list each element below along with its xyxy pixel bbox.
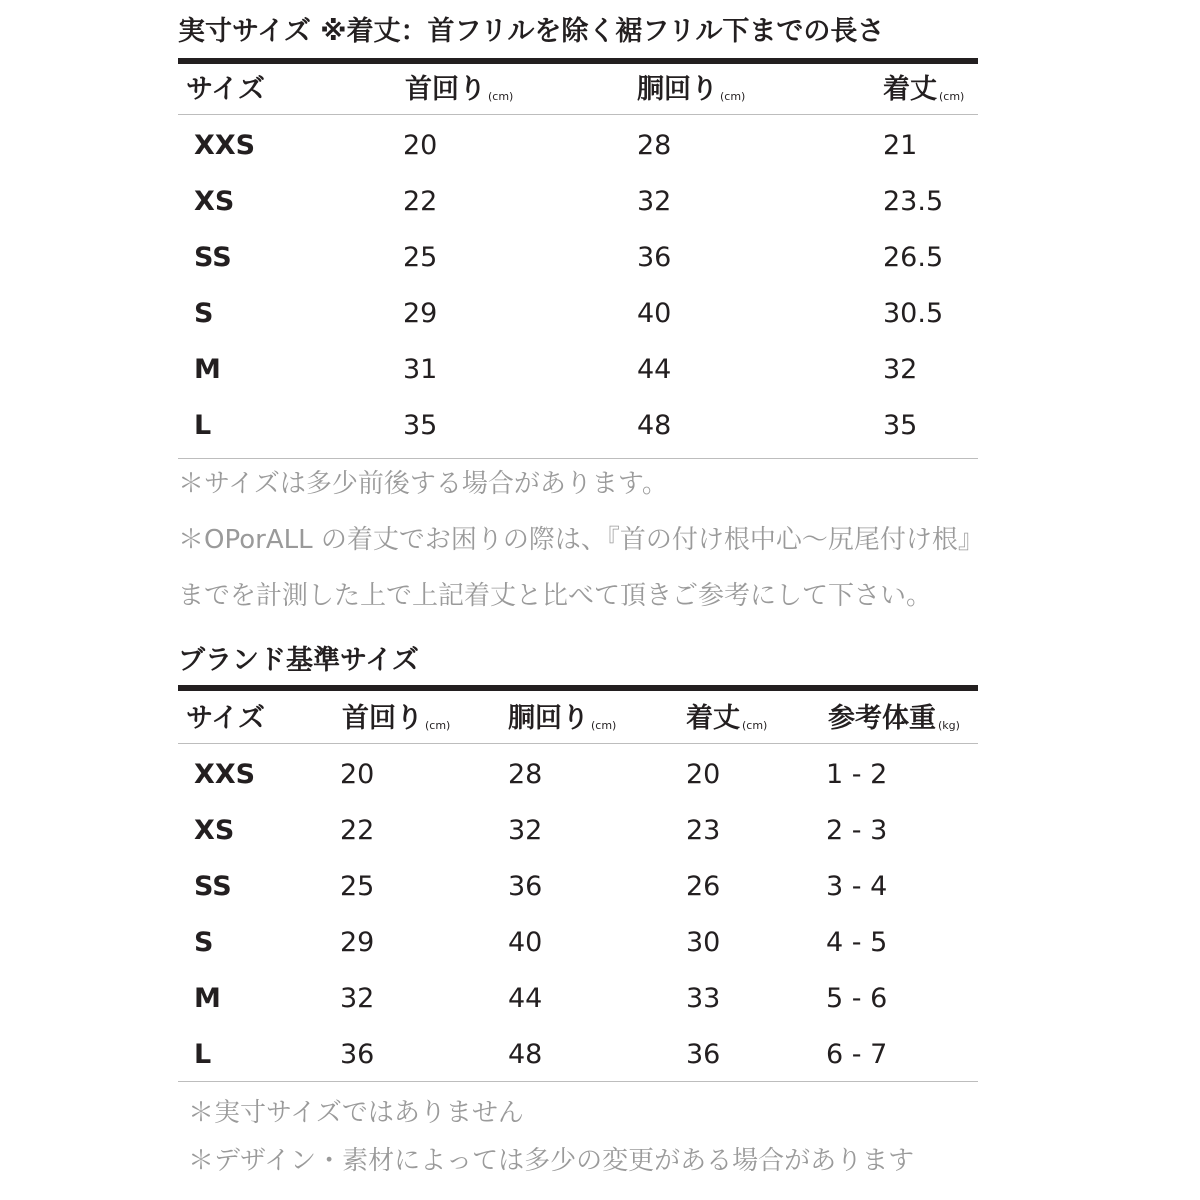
- chest-cell: 40: [637, 298, 672, 329]
- length-cell: 26: [686, 871, 721, 902]
- table-row: [178, 342, 978, 398]
- size-cell: XS: [194, 815, 235, 846]
- table-row: [178, 859, 978, 915]
- header-unit: (cm): [720, 90, 746, 103]
- length-cell: 21: [883, 130, 918, 161]
- neck-cell: 25: [340, 871, 375, 902]
- header-neck: [405, 62, 513, 118]
- length-cell: 30.5: [883, 298, 944, 329]
- size-cell: M: [194, 354, 221, 385]
- size-cell: S: [194, 298, 214, 329]
- length-cell: 26.5: [883, 242, 944, 273]
- neck-cell: 29: [340, 927, 375, 958]
- header-length: [883, 62, 964, 118]
- neck-cell: 36: [340, 1039, 375, 1070]
- length-cell: 20: [686, 759, 721, 790]
- brand-size-title: ブランド基準サイズ: [178, 645, 419, 676]
- length-cell: 23.5: [883, 186, 944, 217]
- header-label: サイズ: [186, 74, 265, 105]
- header-label: 胴回り: [637, 74, 718, 105]
- size-cell: L: [194, 410, 212, 441]
- length-cell: 33: [686, 983, 721, 1014]
- chest-cell: 40: [508, 927, 543, 958]
- chest-cell: 36: [637, 242, 672, 273]
- header-label: 着丈: [883, 74, 937, 105]
- table-row: [178, 230, 978, 286]
- note-text: ＊OPorALL の着丈でお困りの際は、『首の付け根中心～尻尾付け根』: [178, 525, 984, 555]
- chest-cell: 36: [508, 871, 543, 902]
- header-neck: [342, 691, 450, 747]
- note-text: ＊サイズは多少前後する場合があります。: [178, 469, 668, 499]
- table-row: [178, 747, 978, 803]
- chest-cell: 28: [508, 759, 543, 790]
- chest-cell: 44: [508, 983, 543, 1014]
- size-cell: L: [194, 1039, 212, 1070]
- size-cell: M: [194, 983, 221, 1014]
- chest-cell: 32: [637, 186, 672, 217]
- neck-cell: 29: [403, 298, 438, 329]
- size-cell: XXS: [194, 759, 256, 790]
- table-row: [178, 398, 978, 454]
- neck-cell: 20: [340, 759, 375, 790]
- neck-cell: 32: [340, 983, 375, 1014]
- weight-cell: 1 - 2: [826, 759, 888, 790]
- header-unit: (cm): [939, 90, 965, 103]
- weight-cell: 4 - 5: [826, 927, 888, 958]
- neck-cell: 25: [403, 242, 438, 273]
- size-cell: S: [194, 927, 214, 958]
- chest-cell: 48: [637, 410, 672, 441]
- table-header-row: [178, 691, 978, 747]
- header-unit: (cm): [742, 719, 768, 732]
- header-divider: [178, 743, 978, 744]
- header-label: 胴回り: [508, 703, 589, 734]
- neck-cell: 22: [403, 186, 438, 217]
- length-cell: 30: [686, 927, 721, 958]
- header-unit: (cm): [591, 719, 617, 732]
- chest-cell: 28: [637, 130, 672, 161]
- table-header-row: [178, 62, 978, 118]
- header-length: [686, 691, 767, 747]
- length-cell: 36: [686, 1039, 721, 1070]
- header-label: サイズ: [186, 703, 265, 734]
- length-cell: 32: [883, 354, 918, 385]
- weight-cell: 6 - 7: [826, 1039, 888, 1070]
- table-row: [178, 174, 978, 230]
- neck-cell: 22: [340, 815, 375, 846]
- note-text: までを計測した上で上記着丈と比べて頂きご参考にして下さい。: [178, 581, 933, 611]
- header-label: 首回り: [342, 703, 423, 734]
- header-size: [186, 62, 265, 118]
- neck-cell: 20: [403, 130, 438, 161]
- header-label: 着丈: [686, 703, 740, 734]
- size-cell: SS: [194, 871, 232, 902]
- size-cell: XS: [194, 186, 235, 217]
- header-unit: (kg): [938, 719, 960, 732]
- weight-cell: 2 - 3: [826, 815, 888, 846]
- table-row: [178, 286, 978, 342]
- table-row: [178, 118, 978, 174]
- weight-cell: 5 - 6: [826, 983, 888, 1014]
- neck-cell: 35: [403, 410, 438, 441]
- chest-cell: 48: [508, 1039, 543, 1070]
- header-divider: [178, 114, 978, 115]
- chest-cell: 32: [508, 815, 543, 846]
- header-label: 首回り: [405, 74, 486, 105]
- weight-cell: 3 - 4: [826, 871, 888, 902]
- table-bottom-divider: [178, 458, 978, 459]
- table-row: [178, 803, 978, 859]
- header-size: [186, 691, 265, 747]
- size-cell: XXS: [194, 130, 256, 161]
- table-bottom-divider: [178, 1081, 978, 1082]
- neck-cell: 31: [403, 354, 438, 385]
- table-row: [178, 915, 978, 971]
- header-unit: (cm): [425, 719, 451, 732]
- length-cell: 23: [686, 815, 721, 846]
- note-text: ＊実寸サイズではありません: [188, 1098, 524, 1128]
- length-cell: 35: [883, 410, 918, 441]
- header-label: 参考体重: [828, 703, 936, 734]
- header-chest: [637, 62, 745, 118]
- header-weight: [828, 691, 960, 747]
- chest-cell: 44: [637, 354, 672, 385]
- actual-size-title: 実寸サイズ ※着丈：首フリルを除く裾フリル下までの長さ: [178, 16, 885, 47]
- table-row: [178, 971, 978, 1027]
- note-text: ＊デザイン・素材によっては多少の変更がある場合があります: [188, 1146, 915, 1176]
- header-chest: [508, 691, 616, 747]
- table-row: [178, 1027, 978, 1083]
- actual-size-section: [178, 12, 978, 462]
- size-cell: SS: [194, 242, 232, 273]
- brand-size-section: [178, 641, 978, 1091]
- header-unit: (cm): [488, 90, 514, 103]
